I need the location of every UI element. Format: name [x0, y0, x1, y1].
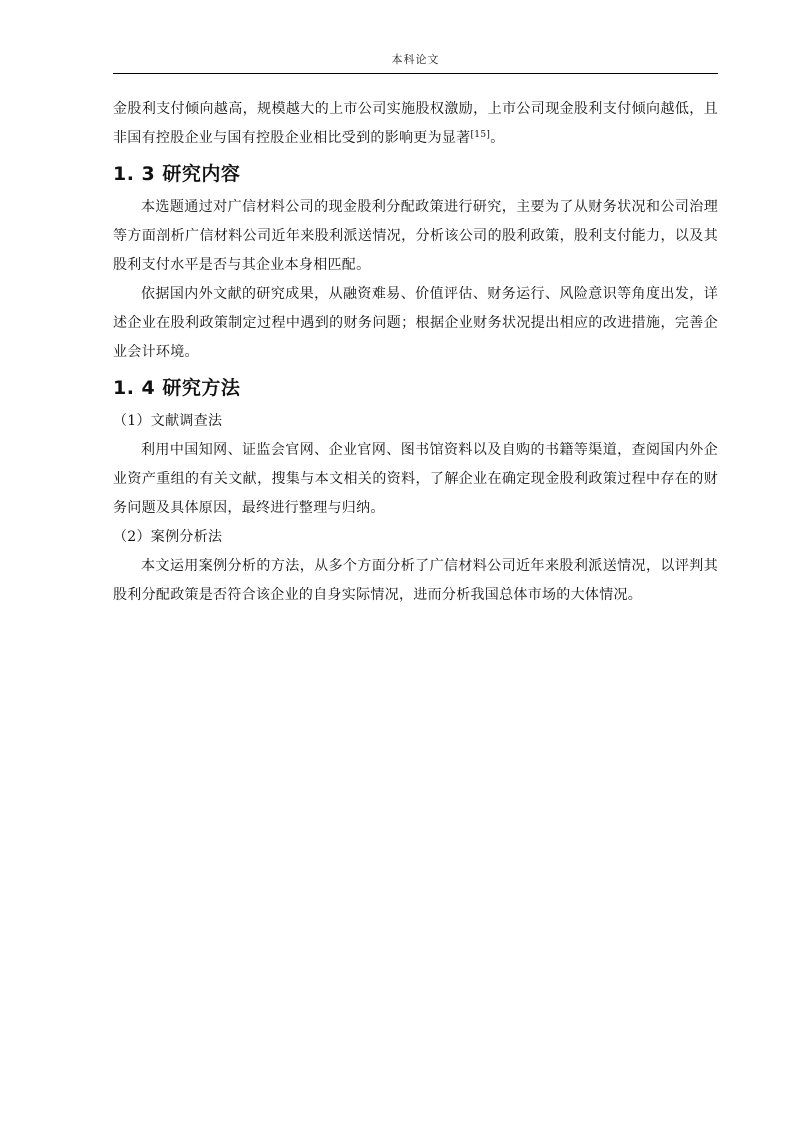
section-1-4-heading: 1. 4 研究方法 [113, 377, 241, 399]
header-rule [113, 73, 718, 74]
section-1-3-paragraph-1: 本选题通过对广信材料公司的现金股利分配政策进行研究，主要为了从财务状况和公司治理等方面剖析广信材料公司近年来股利派送情况，分析该公司的股利政策，股利支付能力，以及其股利支付水平是否与其企业本身相匹配。 [113, 199, 718, 273]
method-2-paragraph: 本文运用案例分析的方法，从多个方面分析了广信材料公司近年来股利派送情况，以评判其股利分配政策是否符合该企业的自身实际情况，进而分析我国总体市场的大体情况。 [113, 558, 718, 603]
section-1-3-paragraph-2: 依据国内外文献的研究成果，从融资难易、价值评估、财务运行、风险意识等角度出发，详述企业在股利政策制定过程中遇到的财务问题；根据企业财务状况提出相应的改进措施，完善企业会计环境。 [113, 286, 718, 360]
method-2-title: （2）案例分析法 [113, 529, 223, 545]
page-header-title: 本科论文 [391, 53, 440, 66]
section-1-3-heading: 1. 3 研究内容 [113, 163, 241, 185]
citation-15: [15] [470, 130, 491, 140]
page-content [113, 95, 718, 610]
method-1-title: （1）文献调查法 [113, 413, 223, 429]
method-1-paragraph: 利用中国知网、证监会官网、企业官网、图书馆资料以及自购的书籍等渠道，查阅国内外企业资产重组的有关文献，搜集与本文相关的资料，了解企业在确定现金股利政策过程中存在的财务问题及具体原因，最终进行整理与归纳。 [113, 442, 718, 516]
intro-paragraph [113, 95, 718, 153]
intro-period: 。 [490, 130, 505, 146]
intro-text: 金股利支付倾向越高，规模越大的上市公司实施股权激励，上市公司现金股利支付倾向越低，且非国有控股企业与国有控股企业相比受到的影响更为显著 [113, 101, 718, 146]
